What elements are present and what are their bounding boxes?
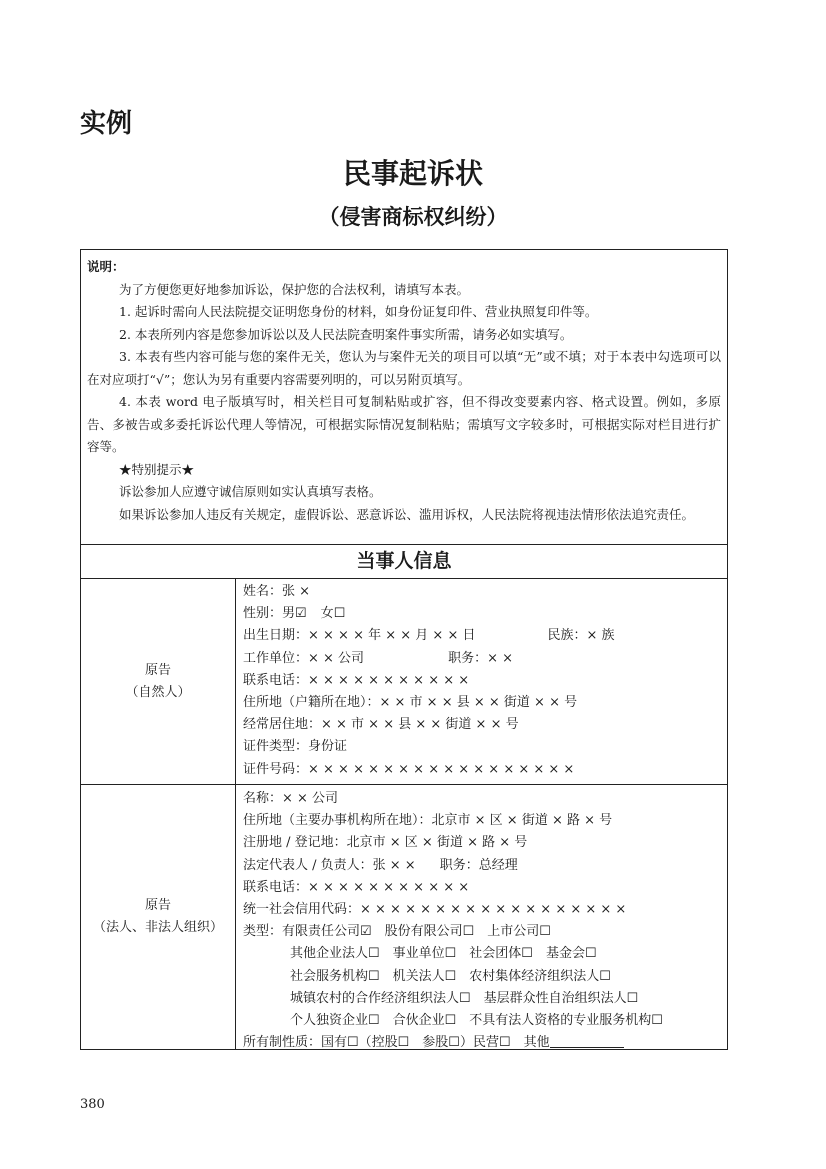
gender-field (243, 603, 723, 625)
page-number: 380 (80, 1097, 105, 1112)
instruction-item-4: 4. 本表 word 电子版填写时，相关栏目可复制粘贴或扩容，但不得改变要素内容、格式设置。例如，多原告、多被告或多委托诉讼代理人等情况，可根据实际情况复制粘贴；需填写文字较多时，可根据实际对栏目进行扩容等。 (87, 394, 721, 454)
plaintiff-label: 原告 (144, 662, 171, 678)
special-notice: ★特别提示★ (119, 461, 195, 477)
org-residence-field[interactable]: 住所地（主要办事机构所在地）：北京市 × 区 × 街道 × 路 × 号 (243, 813, 613, 829)
birth-date-field[interactable]: 出生日期：× × × × 年 × × 月 × × 日 (243, 628, 476, 644)
ownership-field[interactable]: 所有制性质：国有☐（控股☐ 参股☐）民营☐ 其他 (243, 1035, 550, 1051)
org-phone-field[interactable]: 联系电话：× × × × × × × × × × × (243, 879, 470, 895)
org-type-row-3[interactable]: 社会服务机构☐ 机关法人☐ 农村集体经济组织法人☐ (290, 968, 611, 984)
plaintiff-label: 原告 (144, 898, 171, 913)
org-type-row-1[interactable]: 类型：有限责任公司☑ 股份有限公司☐ 上市公司☐ (243, 924, 551, 940)
male-checkbox[interactable]: ☑ (295, 606, 307, 622)
work-unit-field[interactable]: 工作单位：× × 公司 (243, 650, 365, 666)
org-name-field[interactable]: 名称：× × 公司 (243, 791, 339, 806)
habitual-residence-field[interactable]: 经常居住地：× × 市 × × 县 × × 街道 × × 号 (243, 717, 519, 733)
ownership-row (243, 1032, 723, 1054)
notice-honesty: 诉讼参加人应遵守诚信原则如实认真填写表格。 (119, 484, 382, 499)
document-title: 民事起诉状 (342, 157, 483, 190)
representative-row (243, 855, 723, 877)
phone-field[interactable]: 联系电话：× × × × × × × × × × × (243, 672, 470, 688)
plaintiff-kind-label: （自然人） (125, 684, 191, 700)
instruction-intro: 为了方便您更好地参加诉讼，保护您的合法权利，请填写本表。 (119, 281, 470, 297)
female-checkbox[interactable]: ☐ (333, 606, 346, 622)
section-title: 实例 (80, 109, 133, 139)
ownership-other-blank[interactable] (550, 1033, 624, 1048)
plaintiff-natural-person-section (81, 579, 727, 785)
instruction-item-1: 1. 起诉时需向人民法院提交证明您身份的材料，如身份证复印件、营业执照复印件等。 (119, 304, 598, 319)
instructions-heading: 说明： (87, 259, 125, 274)
document-subtitle: （侵害商标权纠纷） (318, 204, 508, 229)
org-type-row-2[interactable]: 其他企业法人☐ 事业单位☐ 社会团体☐ 基金会☐ (290, 946, 597, 962)
representative-field[interactable]: 法定代表人 / 负责人：张 × × (243, 857, 416, 873)
plaintiff-kind-label: （法人、非法人组织） (92, 920, 223, 935)
instruction-item-2: 2. 本表所列内容是您参加诉讼以及人民法院查明案件事实所需，请务必如实填写。 (119, 326, 573, 342)
plaintiff-org-fields (243, 788, 723, 1054)
credit-code-field[interactable]: 统一社会信用代码：× × × × × × × × × × × × × × × × × × (243, 902, 627, 918)
complaint-form (80, 249, 728, 1050)
plaintiff-organization-section (81, 785, 727, 1049)
work-position-row (243, 648, 723, 670)
org-position-field[interactable]: 职务：总经理 (439, 857, 518, 873)
org-type-row-4[interactable]: 城镇农村的合作经济组织法人☐ 基层群众性自治组织法人☐ (290, 990, 639, 1006)
ethnicity-field[interactable]: 民族：× 族 (547, 628, 615, 644)
org-type-row-5[interactable]: 个人独资企业☐ 合伙企业☐ 不具有法人资格的专业服务机构☐ (290, 1013, 663, 1029)
instructions-section (81, 250, 727, 545)
residence-field[interactable]: 住所地（户籍所在地）：× × 市 × × 县 × × 街道 × × 号 (243, 695, 578, 711)
position-field[interactable]: 职务：× × (448, 650, 513, 666)
registered-address-field[interactable]: 注册地 / 登记地：北京市 × 区 × 街道 × 路 × 号 (243, 835, 528, 851)
female-label: 女 (320, 606, 334, 622)
notice-liability: 如果诉讼参加人违反有关规定，虚假诉讼、恶意诉讼、滥用诉权，人民法院将视违法情形依法追究责任。 (119, 506, 695, 522)
gender-label: 性别：男 (243, 606, 296, 622)
instruction-item-3: 3. 本表有些内容可能与您的案件无关，您认为与案件无关的项目可以填“无”或不填；对于本表中勾选项可以在对应项打“√”；您认为另有重要内容需要列明的，可以另附页填写。 (87, 349, 721, 387)
name-field[interactable]: 姓名：张 × (243, 584, 311, 599)
party-info-heading: 当事人信息 (81, 545, 727, 579)
id-type-field[interactable]: 证件类型：身份证 (243, 739, 348, 755)
plaintiff-person-label (81, 579, 236, 784)
birth-ethnicity-row (243, 625, 723, 647)
plaintiff-person-fields (243, 581, 723, 781)
plaintiff-org-label (81, 785, 236, 1049)
id-number-field[interactable]: 证件号码：× × × × × × × × × × × × × × × × × × (243, 761, 575, 777)
